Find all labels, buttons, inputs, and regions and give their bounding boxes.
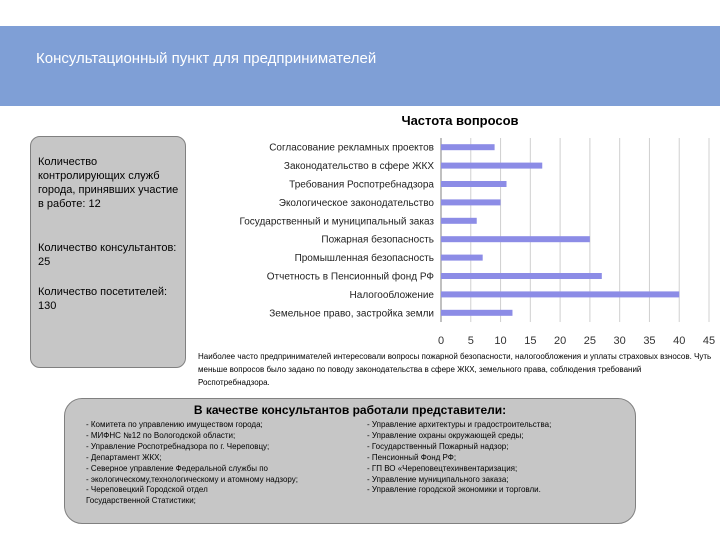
stat-consultants-label: Количество консультантов: — [38, 242, 177, 254]
chart-title: Частота вопросов — [401, 113, 519, 128]
x-tick-label: 15 — [524, 335, 537, 347]
x-tick-label: 40 — [673, 335, 686, 347]
stat-visitors-label: Количество посетителей: — [38, 286, 168, 298]
bar — [441, 218, 477, 224]
category-label: Государственный и муниципальный заказ — [239, 216, 434, 228]
category-label: Промышленная безопасность — [294, 253, 434, 265]
list-item: - Комитета по управлению имуществом города; — [86, 420, 263, 429]
category-label: Экологическое законодательство — [278, 197, 434, 209]
bar — [441, 291, 679, 297]
bar — [441, 255, 483, 261]
representatives-right-list — [367, 420, 629, 496]
list-item: - Управление муниципального заказа; — [367, 474, 509, 484]
summary-text: Наиболее часто предпринимателей интересовали вопросы пожарной безопасности, налогообложения и уплаты страховых взносов. Чуть меньше вопросов было задано по поводу законодательства в сфере ЖКХ, земельного права, соблюдения требований Роспотребнадзора. — [198, 352, 712, 387]
list-item: - Управление архитектуры и градостроительства; — [367, 420, 552, 429]
list-item: - Пенсионный Фонд РФ; — [367, 452, 457, 462]
bar — [441, 310, 512, 316]
category-label: Пожарная безопасность — [321, 234, 434, 246]
list-item: - экологическому,технологическому и атомному надзору; — [86, 474, 299, 484]
x-tick-label: 20 — [553, 335, 567, 347]
bar — [441, 273, 602, 279]
x-tick-label: 45 — [702, 335, 716, 347]
list-item: - Государственный Пожарный надзор; — [367, 441, 509, 451]
x-tick-label: 0 — [437, 335, 445, 347]
stat-visitors-value: 130 — [38, 300, 57, 312]
representatives-panel — [64, 398, 636, 524]
bar — [441, 163, 542, 169]
bar — [441, 236, 590, 242]
list-item: - Северное управление Федеральной службы по — [86, 463, 268, 473]
stat-services-label: Количество контролирующих служб города, принявших участие в работе: — [38, 156, 179, 210]
x-tick-label: 5 — [467, 335, 474, 347]
list-item: - Управление городской экономики и торговли. — [367, 485, 541, 495]
category-label: Законодательство в сфере ЖКХ — [283, 161, 434, 173]
x-tick-label: 25 — [583, 335, 597, 347]
x-tick-label: 30 — [613, 335, 626, 347]
representatives-title: В качестве консультантов работали представители: — [193, 403, 507, 417]
category-label: Отчетность в Пенсионный фонд РФ — [266, 271, 434, 283]
list-item: - МИФНС №12 по Вологодской области; — [86, 430, 236, 440]
x-tick-label: 10 — [494, 335, 507, 347]
representatives-left-list — [86, 420, 361, 507]
page-title: Консультационный пункт для предпринимателей — [36, 50, 377, 67]
stat-consultants-value: 25 — [38, 256, 51, 268]
list-item: - Управление охраны окружающей среды; — [367, 430, 524, 440]
list-item: Государственной Статистики; — [86, 496, 196, 506]
bar — [441, 181, 507, 187]
category-label: Земельное право, застройка земли — [269, 308, 434, 320]
category-label: Согласование рекламных проектов — [269, 142, 434, 154]
list-item: - Управление Роспотребнадзора по г. Череповцу; — [86, 441, 270, 451]
list-item: - Департамент ЖКХ; — [86, 452, 162, 462]
bar — [441, 144, 495, 150]
category-label: Требования Роспотребнадзора — [289, 179, 434, 191]
category-label: Налогообложение — [349, 289, 434, 301]
x-tick-label: 35 — [643, 335, 656, 347]
list-item: - ГП ВО «Череповецтехинвентаризация; — [367, 463, 518, 473]
stat-services-value: 12 — [88, 198, 101, 210]
bar — [441, 199, 501, 205]
list-item: - Череповецкий Городской отдел — [86, 485, 208, 495]
